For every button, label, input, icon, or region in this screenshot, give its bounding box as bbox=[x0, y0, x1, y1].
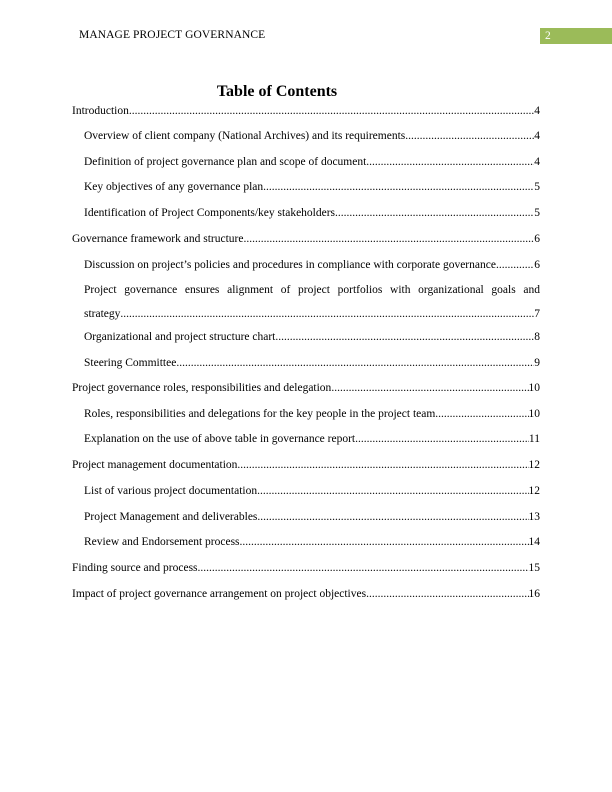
toc-entry-text: Organizational and project structure chart bbox=[84, 331, 276, 343]
toc-entry-impact[interactable] bbox=[72, 587, 540, 601]
toc-page-number: 6 bbox=[534, 259, 540, 271]
toc-entry-governance-framework[interactable] bbox=[72, 232, 540, 246]
toc-entry-policies-procedures[interactable] bbox=[84, 258, 540, 272]
toc-entry-governance-plan-definition[interactable] bbox=[84, 155, 540, 169]
toc-entry-table-explanation[interactable] bbox=[84, 432, 540, 446]
toc-entry-finding-source[interactable] bbox=[72, 561, 540, 575]
toc-page-number: 14 bbox=[528, 536, 540, 548]
toc-word: project bbox=[298, 284, 330, 296]
toc-word: goals bbox=[491, 284, 516, 296]
toc-entry-introduction[interactable] bbox=[72, 104, 540, 118]
toc-dot-leader bbox=[129, 104, 534, 118]
toc-dot-leader bbox=[237, 458, 528, 472]
toc-page-number: 13 bbox=[528, 511, 540, 523]
toc-word: organizational bbox=[418, 284, 484, 296]
toc-entry-text-line1 bbox=[84, 283, 540, 297]
toc-dot-leader bbox=[366, 155, 534, 169]
toc-entry-text: Project management documentation bbox=[72, 459, 238, 471]
toc-page-number: 9 bbox=[534, 357, 540, 369]
toc-entry-text: Roles, responsibilities and delegations for the key people in the project team bbox=[84, 408, 436, 420]
toc-page-number: 16 bbox=[528, 588, 540, 600]
toc-entry-text: Definition of project governance plan and scope of document bbox=[84, 156, 367, 168]
toc-page-number: 7 bbox=[534, 308, 540, 320]
toc-dot-leader bbox=[257, 484, 528, 498]
toc-entry-text: Overview of client company (National Archives) and its requirements bbox=[84, 130, 406, 142]
toc-entry-key-objectives[interactable] bbox=[84, 180, 540, 194]
toc-dot-leader bbox=[198, 561, 529, 575]
toc-word: governance bbox=[124, 284, 178, 296]
toc-dot-leader bbox=[275, 330, 534, 344]
toc-entry-text: List of various project documentation bbox=[84, 485, 258, 497]
toc-entry-text: Impact of project governance arrangement on project objectives bbox=[72, 588, 367, 600]
toc-page-number: 11 bbox=[528, 433, 540, 445]
toc-entry-text: Steering Committee bbox=[84, 357, 177, 369]
toc-entry-client-overview[interactable] bbox=[84, 129, 540, 143]
page-number-badge: 2 bbox=[540, 28, 612, 44]
toc-entry-structure-chart[interactable] bbox=[84, 330, 540, 344]
toc-entry-text: Finding source and process bbox=[72, 562, 198, 574]
toc-entry-review-endorsement[interactable] bbox=[84, 535, 540, 549]
toc-page-number: 4 bbox=[534, 156, 540, 168]
toc-page-number: 12 bbox=[528, 485, 540, 497]
toc-entry-pm-documentation[interactable] bbox=[72, 458, 540, 472]
toc-entry-alignment-strategy[interactable] bbox=[84, 283, 540, 321]
toc-entry-stakeholders[interactable] bbox=[84, 206, 540, 220]
toc-entry-text: Key objectives of any governance plan bbox=[84, 181, 264, 193]
toc-dot-leader bbox=[120, 307, 534, 321]
toc-page-number: 12 bbox=[528, 459, 540, 471]
toc-word: and bbox=[523, 284, 540, 296]
toc-dot-leader bbox=[176, 356, 534, 370]
toc-page-number: 10 bbox=[528, 382, 540, 394]
toc-dot-leader bbox=[335, 206, 534, 220]
toc-page-number: 5 bbox=[534, 207, 540, 219]
toc-dot-leader bbox=[243, 232, 534, 246]
toc-dot-leader bbox=[257, 510, 528, 524]
toc-entry-key-people[interactable] bbox=[84, 407, 540, 421]
toc-page-number: 4 bbox=[534, 130, 540, 142]
toc-entry-text: Governance framework and structure bbox=[72, 233, 244, 245]
toc-entry-steering-committee[interactable] bbox=[84, 356, 540, 370]
toc-entry-text: Discussion on project’s policies and procedures in compliance with corporate governance bbox=[84, 259, 496, 271]
toc-entry-text-line2 bbox=[84, 307, 540, 321]
toc-entry-roles-delegation[interactable] bbox=[72, 381, 540, 395]
toc-entry-text: Project Management and deliverables bbox=[84, 511, 258, 523]
toc-dot-leader bbox=[435, 407, 528, 421]
toc-title: Table of Contents bbox=[216, 83, 338, 100]
header-title: MANAGE PROJECT GOVERNANCE bbox=[79, 29, 266, 41]
toc-word: portfolios bbox=[337, 284, 383, 296]
toc-dot-leader bbox=[496, 258, 534, 272]
toc-word: with bbox=[390, 284, 411, 296]
toc-word: Project bbox=[84, 284, 117, 296]
toc-page-number: 8 bbox=[534, 331, 540, 343]
toc-word: alignment bbox=[227, 284, 274, 296]
toc-dot-leader bbox=[355, 432, 529, 446]
toc-page-number: 5 bbox=[534, 181, 540, 193]
toc-dot-leader bbox=[263, 180, 534, 194]
toc-word: ensures bbox=[184, 284, 220, 296]
toc-page-number: 6 bbox=[534, 233, 540, 245]
toc-page-number: 15 bbox=[528, 562, 540, 574]
toc-page-number: 10 bbox=[528, 408, 540, 420]
toc-entry-documentation-list[interactable] bbox=[84, 484, 540, 498]
toc-entry-text: Introduction bbox=[72, 105, 129, 117]
toc-entry-text: Review and Endorsement process bbox=[84, 536, 240, 548]
toc-dot-leader bbox=[240, 535, 529, 549]
toc-dot-leader bbox=[405, 129, 534, 143]
toc-entry-text: Identification of Project Components/key stakeholders bbox=[84, 207, 336, 219]
toc-entry-text: Project governance roles, responsibilities and delegation bbox=[72, 382, 332, 394]
toc-page-number: 4 bbox=[534, 105, 540, 117]
toc-entry-text: Explanation on the use of above table in governance report bbox=[84, 433, 356, 445]
toc-dot-leader bbox=[331, 381, 528, 395]
toc-entry-deliverables[interactable] bbox=[84, 510, 540, 524]
toc-entry-text: strategy bbox=[84, 308, 121, 320]
toc-dot-leader bbox=[366, 587, 528, 601]
toc-word: of bbox=[280, 284, 291, 296]
